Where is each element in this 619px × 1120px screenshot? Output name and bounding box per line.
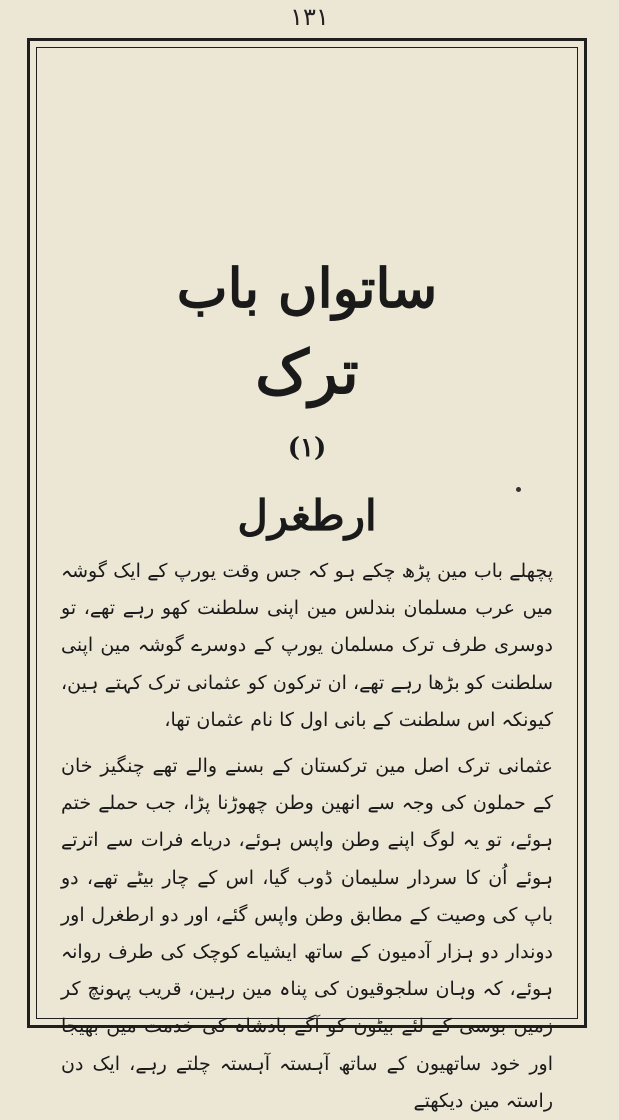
paragraph-2: عثمانی ترک اصل مین ترکستان کے بسنے والے تھے چنگیز خان کے حملون کی وجہ سے انھین وطن چھوڑنا پڑا، جب حملے ختم ہوئے، تو یہ لوگ اپنے وطن واپس ہوئے، دریاے فرات سے اترتے ہوئے اُن کا سردار سلیمان ڈوب گیا، اس کے چار بیٹے تھے، دو باپ کی وصیت کے مطابق وطن واپس گئے، اور دو ارطغرل اور دوندار دو ہزار آدمیون کے ساتھ ایشیاے کوچک کی طرف روانہ ہوئے، کہ وہان سلجوقیون کی پناہ مین رہین، قریب پہونچ کر زمین بوسی کے لئے بیٹون کو آگے بادشاہ کی خدمت مین بھیجا اور خود ساتھیون کے ساتھ آہستہ آہستہ چلتے رہے، ایک دن راستہ مین دیکھتے: [61, 755, 553, 1112]
section-heading: ارطغرل: [237, 491, 377, 540]
body-text: [61, 553, 553, 1120]
page-content: [55, 48, 559, 1112]
section-number: (۱): [287, 433, 327, 463]
ink-dot: [516, 487, 521, 492]
chapter-subtitle: ترک: [255, 338, 359, 408]
page-number: ۱۳۱: [290, 3, 329, 31]
paragraph-1: پچھلے باب مین پڑھ چکے ہو کہ جس وقت یورپ کے ایک گوشہ میں عرب مسلمان بندلس مین اپنی سلطنت کھو رہے تھے، تو دوسری طرف ترک مسلمان یورپ کے دوسرے گوشہ مین اپنی سلطنت کو بڑھا رہے تھے، ان ترکون کو عثمانی ترک کہتے ہین، کیونکہ اس سلطنت کے بانی اول کا نام عثمان تھا،: [61, 560, 553, 731]
page-inner-border: [36, 47, 578, 1112]
chapter-title: ساتواں باب: [176, 256, 438, 320]
page-border: [27, 38, 587, 1112]
